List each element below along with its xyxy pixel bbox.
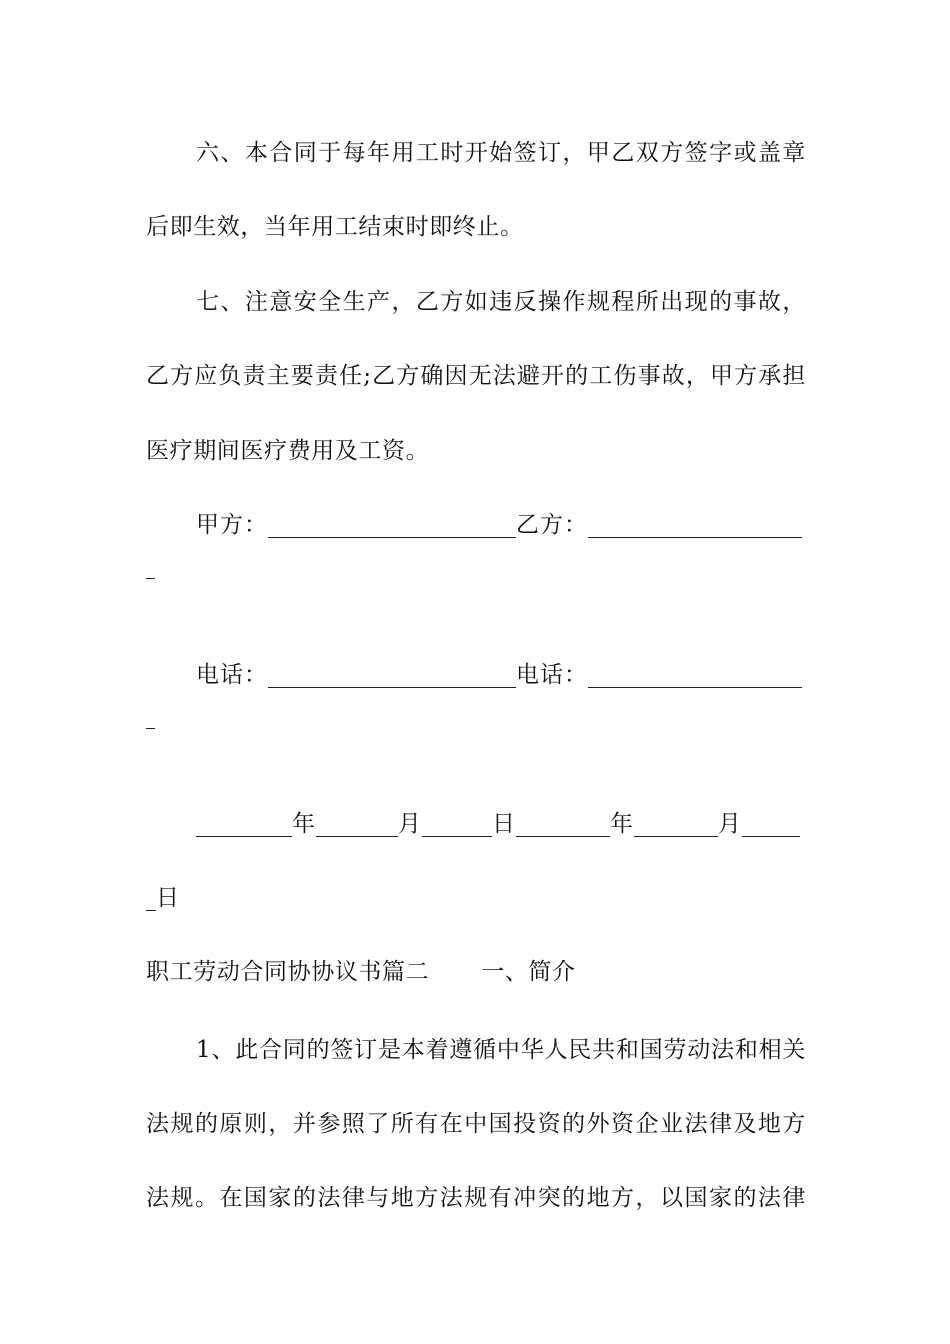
intro-line-3: 法规。在国家的法律与地方法规有冲突的地方，以国家的法律: [146, 1185, 806, 1211]
party-b-label: 乙方：: [516, 512, 588, 538]
clause-7-line-1: 七、注意安全生产，乙方如违反操作规程所出现的事故，: [196, 289, 806, 315]
phone-a-label: 电话：: [196, 662, 268, 688]
date-row-continued: [146, 883, 266, 913]
intro-line-1: 1、此合同的签订是本着遵循中华人民共和国劳动法和相关: [196, 1037, 806, 1063]
year-a-label: 年: [292, 811, 316, 837]
section-title: 职工劳动合同协协议书篇二: [146, 959, 430, 985]
month-a-label: 月: [398, 811, 422, 837]
party-b-blank: [588, 513, 802, 538]
clause-7-line-2: 乙方应负责主要责任;乙方确因无法避开的工伤事故，甲方承担: [146, 363, 806, 389]
phone-a-blank: [268, 663, 516, 688]
month-b-label: 月: [718, 811, 742, 837]
phone-b-label: 电话：: [516, 662, 588, 688]
clause-7-line-3: 医疗期间医疗费用及工资。: [146, 438, 430, 464]
party-signature-row: [196, 510, 808, 540]
month-b-blank: [634, 812, 718, 837]
party-b-blank-continued: [146, 578, 155, 579]
phone-signature-row: [196, 660, 808, 690]
day-b-label: 日: [156, 885, 180, 911]
day-a-blank: [422, 812, 492, 837]
year-b-label: 年: [610, 811, 634, 837]
month-a-blank: [316, 812, 398, 837]
intro-line-2: 法规的原则，并参照了所有在中国投资的外资企业法律及地方: [146, 1111, 806, 1137]
party-a-blank: [268, 513, 516, 538]
day-a-label: 日: [492, 811, 516, 837]
day-b-blank: [742, 812, 800, 837]
section-heading: [146, 957, 576, 987]
year-a-blank: [196, 812, 292, 837]
clause-6-line-2: 后即生效，当年用工结束时即终止。: [146, 214, 524, 240]
date-signature-row: [196, 809, 808, 839]
clause-6-line-1: 六、本合同于每年用工时开始签订，甲乙双方签字或盖章: [196, 140, 806, 166]
year-b-blank: [516, 812, 610, 837]
day-b-blank-continued: [146, 886, 156, 911]
phone-b-blank: [588, 663, 802, 688]
section-subtitle: 一、简介: [481, 959, 576, 985]
phone-b-blank-continued: [146, 728, 155, 729]
party-a-label: 甲方：: [196, 512, 268, 538]
